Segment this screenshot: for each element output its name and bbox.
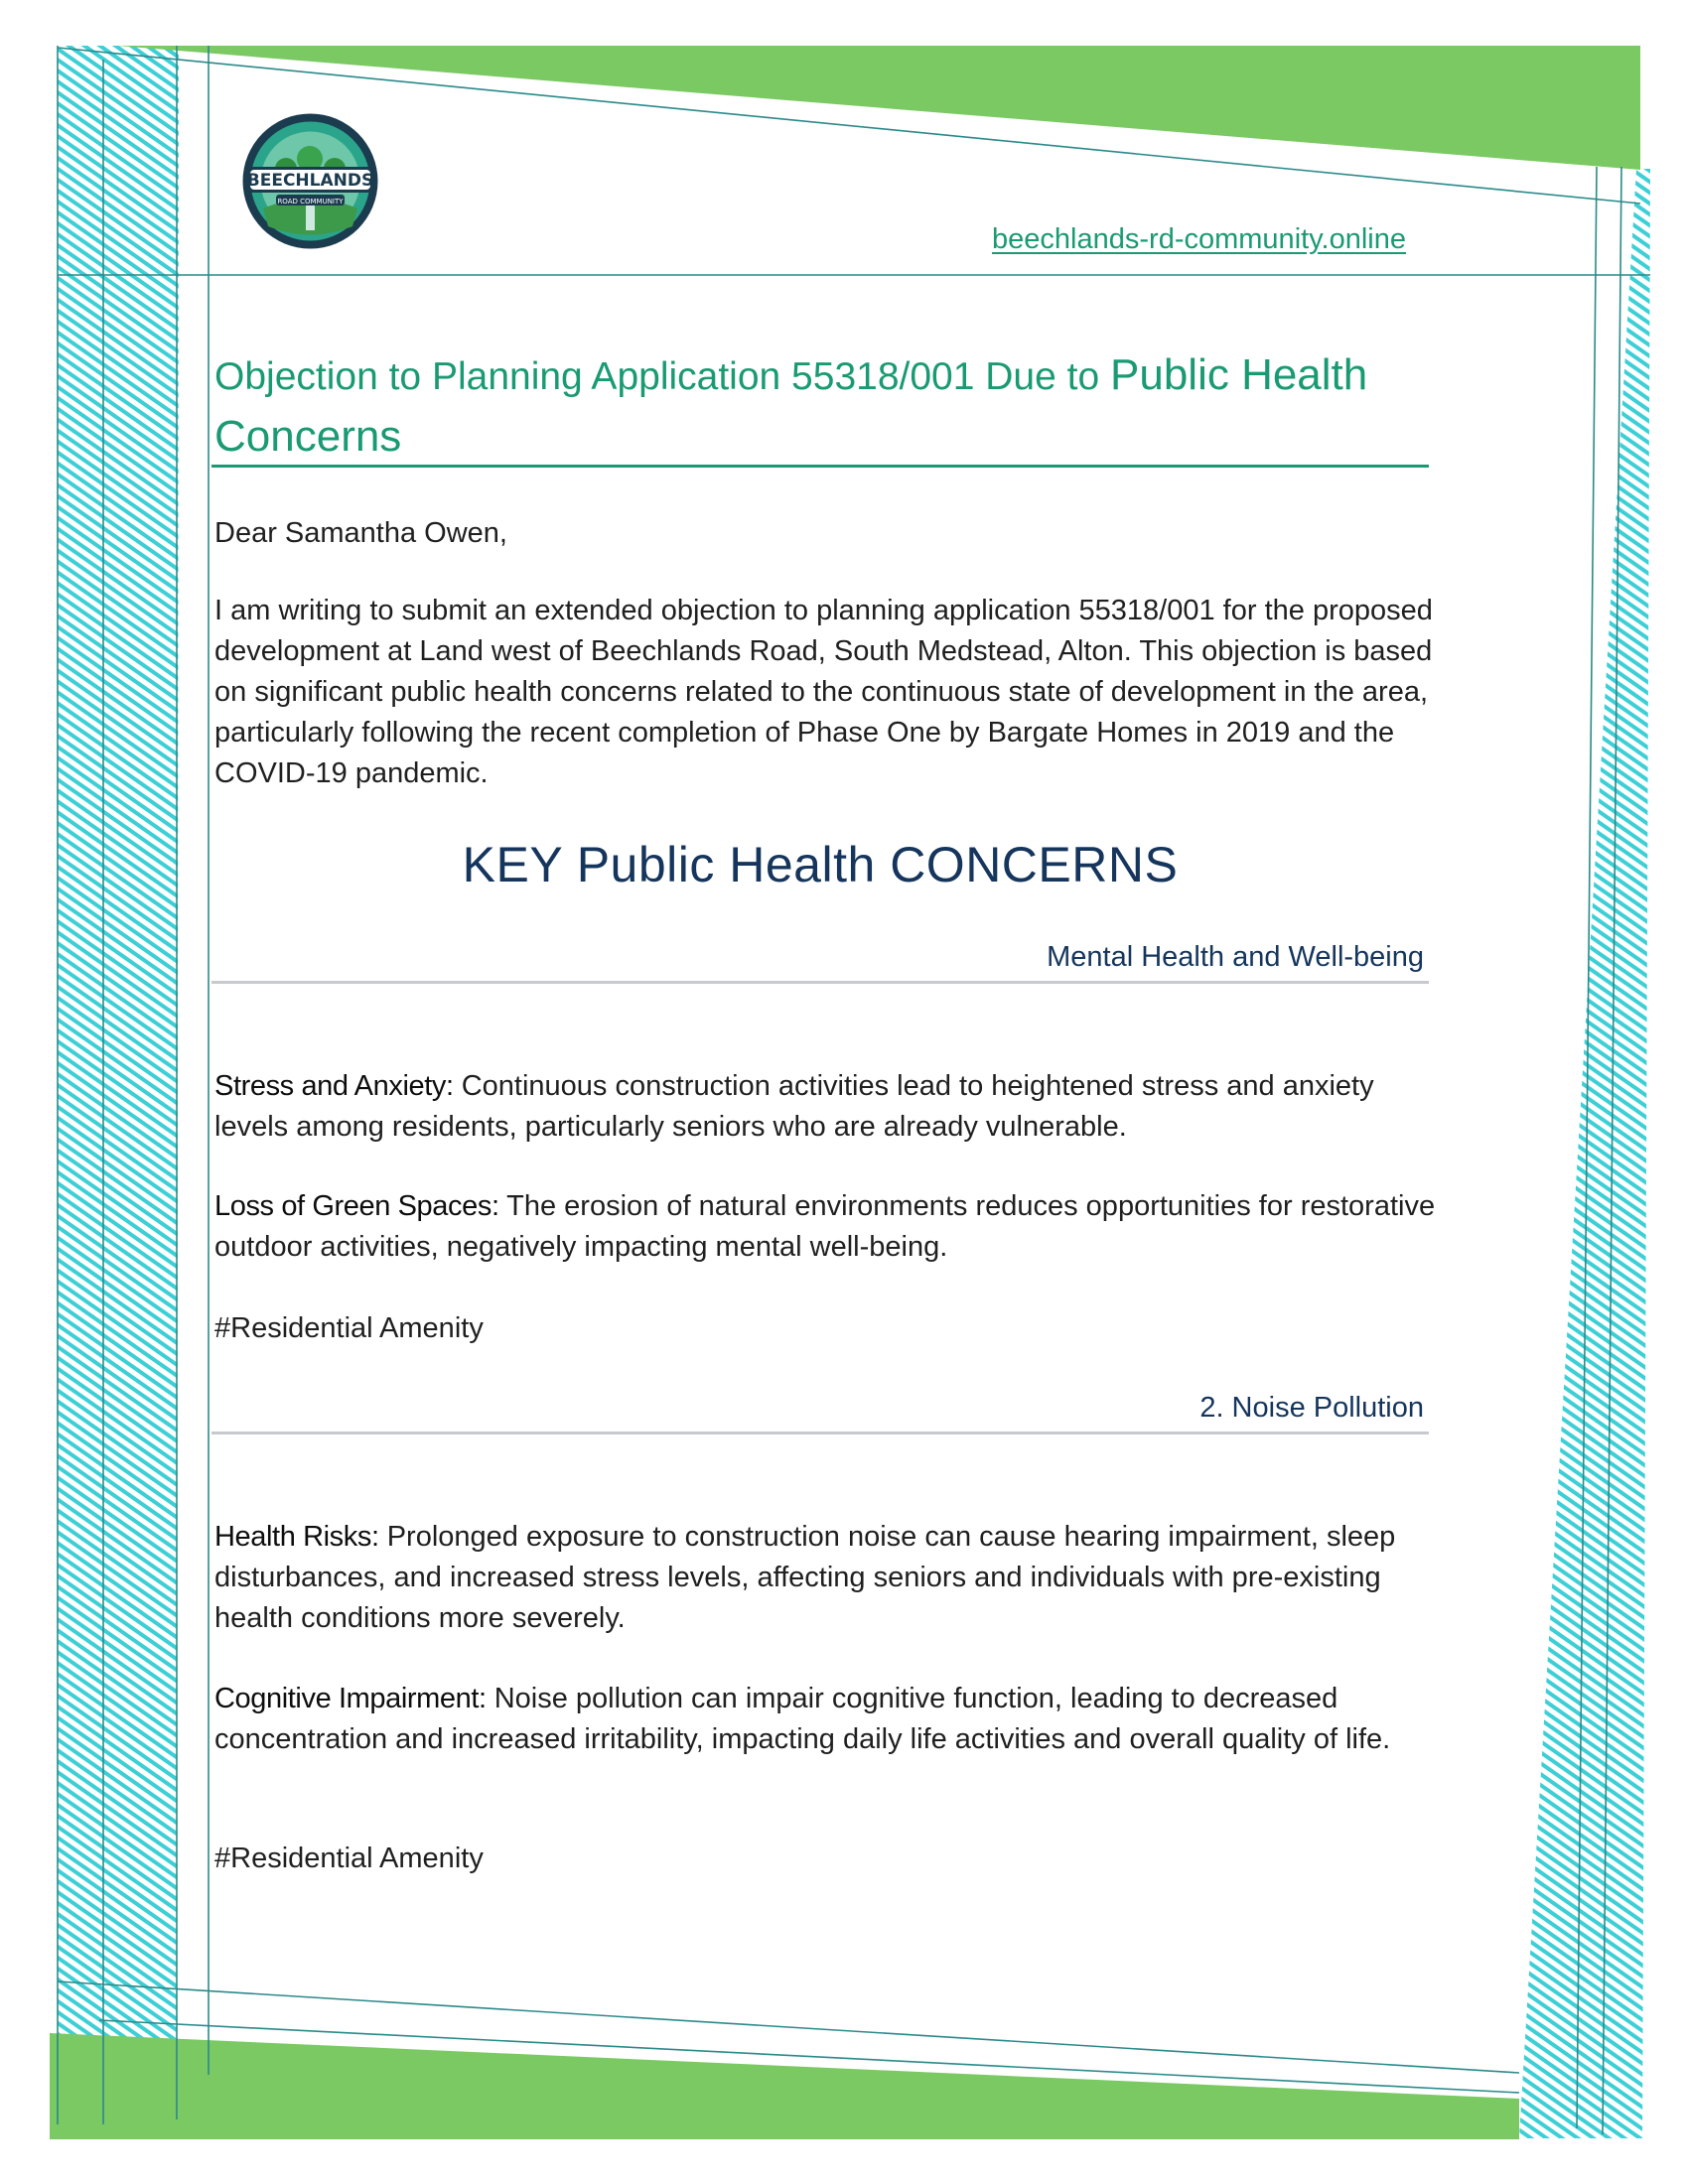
svg-text:BEECHLANDS: BEECHLANDS xyxy=(246,171,374,191)
page-title xyxy=(214,345,1426,469)
title-part-1: Objection to Planning Application 55318/001 Due to xyxy=(214,355,1110,398)
title-underline xyxy=(211,465,1429,468)
intro-paragraph: I am writing to submit an extended objection to planning application 55318/001 for the proposed development at Land west of Beechlands Road, South Medstead, Alton. This objection is based on significant public health concerns related to the continuous state of development in the area, particularly following the recent completion of Phase One by Bargate Homes in 2019 and the COVID-19 pandemic. xyxy=(214,595,1433,789)
concern-label: Health Risks: xyxy=(214,1521,379,1553)
key-concerns-heading: KEY Public Health CONCERNS xyxy=(462,837,1179,892)
hashtag: #Residential Amenity xyxy=(214,1843,484,1874)
concern-text: Prolonged exposure to construction noise can cause hearing impairment, sleep disturbances, and increased stress levels, affecting seniors and individuals with pre-existing health conditions more severely. xyxy=(214,1521,1396,1634)
concern-label: Loss of Green Spaces: xyxy=(214,1190,499,1222)
concern-text: Noise pollution can impair cognitive function, leading to decreased concentration and increased irritability, impacting daily life activities and overall quality of life. xyxy=(214,1683,1391,1755)
salutation: Dear Samantha Owen, xyxy=(214,517,507,549)
concern-label: Cognitive Impairment: xyxy=(214,1683,487,1714)
website-link[interactable]: beechlands-rd-community.online xyxy=(992,223,1406,255)
svg-text:ROAD COMMUNITY: ROAD COMMUNITY xyxy=(277,198,344,205)
concern-item xyxy=(214,1186,1436,1268)
section-rule xyxy=(211,981,1429,984)
concern-label: Stress and Anxiety: xyxy=(214,1070,454,1102)
concern-text: The erosion of natural environments reduces opportunities for restorative outdoor activities, negatively impacting mental well-being. xyxy=(214,1190,1436,1263)
section-heading-mental-health: Mental Health and Well-being xyxy=(1047,941,1424,973)
section-heading-noise-pollution: 2. Noise Pollution xyxy=(1199,1392,1424,1424)
community-logo xyxy=(238,109,382,253)
concern-item xyxy=(214,1679,1436,1760)
section-rule xyxy=(211,1432,1429,1434)
concern-item xyxy=(214,1517,1436,1639)
concern-item xyxy=(214,1066,1436,1148)
title-part-2: Public Health Concerns xyxy=(214,350,1368,461)
hashtag: #Residential Amenity xyxy=(214,1312,484,1344)
concern-text: Continuous construction activities lead to heightened stress and anxiety levels among residents, particularly seniors who are already vulnerable. xyxy=(214,1070,1374,1143)
